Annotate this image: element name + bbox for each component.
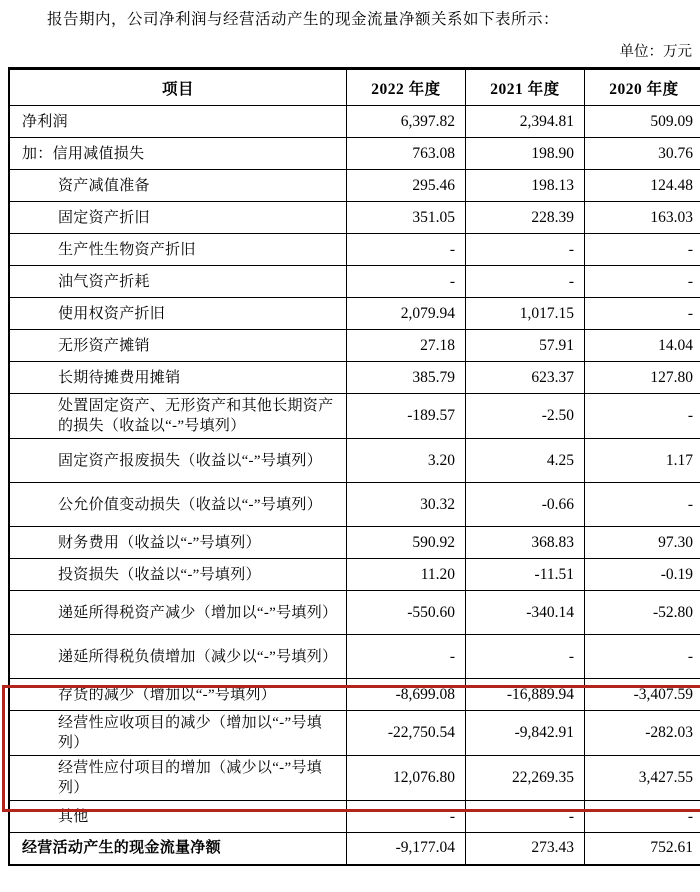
row-value: 590.92 xyxy=(347,527,466,559)
row-label: 公允价值变动损失（收益以“-”号填列） xyxy=(9,483,347,527)
table-row xyxy=(9,756,700,801)
row-label: 净利润 xyxy=(9,106,347,138)
table-row xyxy=(9,106,700,138)
row-value: - xyxy=(466,266,585,298)
table-body xyxy=(9,106,700,865)
table-row xyxy=(9,138,700,170)
row-value: - xyxy=(347,234,466,266)
row-value: 509.09 xyxy=(585,106,700,138)
row-value: 57.91 xyxy=(466,330,585,362)
table-row xyxy=(9,439,700,483)
row-value: 228.39 xyxy=(466,202,585,234)
row-value: 2,079.94 xyxy=(347,298,466,330)
table-row xyxy=(9,559,700,591)
table-row xyxy=(9,330,700,362)
row-value: 127.80 xyxy=(585,362,700,394)
row-value: 4.25 xyxy=(466,439,585,483)
row-label: 生产性生物资产折旧 xyxy=(9,234,347,266)
row-value: -22,750.54 xyxy=(347,711,466,756)
table-head xyxy=(9,69,700,106)
intro-paragraph: 报告期内，公司净利润与经营活动产生的现金流量净额关系如下表所示： xyxy=(8,9,692,30)
row-value: 163.03 xyxy=(585,202,700,234)
row-value: 30.32 xyxy=(347,483,466,527)
row-label: 长期待摊费用摊销 xyxy=(9,362,347,394)
row-value: -282.03 xyxy=(585,711,700,756)
row-label: 加：信用减值损失 xyxy=(9,138,347,170)
row-value: -340.14 xyxy=(466,591,585,635)
header-row xyxy=(9,69,700,106)
row-label: 财务费用（收益以“-”号填列） xyxy=(9,527,347,559)
row-value: - xyxy=(347,801,466,833)
table-row xyxy=(9,833,700,865)
row-label: 投资损失（收益以“-”号填列） xyxy=(9,559,347,591)
row-label: 其他 xyxy=(9,801,347,833)
row-value: -0.66 xyxy=(466,483,585,527)
document-page xyxy=(0,9,700,866)
row-value: -3,407.59 xyxy=(585,679,700,711)
row-value: 3,427.55 xyxy=(585,756,700,801)
table-row xyxy=(9,635,700,679)
row-value: 12,076.80 xyxy=(347,756,466,801)
table-row xyxy=(9,170,700,202)
row-value: 14.04 xyxy=(585,330,700,362)
row-value: 385.79 xyxy=(347,362,466,394)
row-value: - xyxy=(585,266,700,298)
table-row xyxy=(9,483,700,527)
row-label: 经营活动产生的现金流量净额 xyxy=(9,833,347,865)
table-row xyxy=(9,801,700,833)
row-value: -9,177.04 xyxy=(347,833,466,865)
row-value: 198.13 xyxy=(466,170,585,202)
table-row xyxy=(9,527,700,559)
row-value: 198.90 xyxy=(466,138,585,170)
column-header-item: 项目 xyxy=(9,69,347,106)
column-header-2022: 2022 年度 xyxy=(347,69,466,106)
row-value: 763.08 xyxy=(347,138,466,170)
row-value: -189.57 xyxy=(347,394,466,439)
row-label: 处置固定资产、无形资产和其他长期资产的损失（收益以“-”号填列） xyxy=(9,394,347,439)
row-value: - xyxy=(466,801,585,833)
row-value: - xyxy=(585,801,700,833)
row-value: 6,397.82 xyxy=(347,106,466,138)
row-label: 资产减值准备 xyxy=(9,170,347,202)
row-value: 273.43 xyxy=(466,833,585,865)
row-label: 使用权资产折旧 xyxy=(9,298,347,330)
row-value: 30.76 xyxy=(585,138,700,170)
row-value: - xyxy=(347,635,466,679)
row-value: -550.60 xyxy=(347,591,466,635)
row-value: - xyxy=(347,266,466,298)
row-value: 3.20 xyxy=(347,439,466,483)
row-value: 1,017.15 xyxy=(466,298,585,330)
column-header-2020: 2020 年度 xyxy=(585,69,700,106)
row-label: 经营性应收项目的减少（增加以“-”号填列） xyxy=(9,711,347,756)
table-row xyxy=(9,679,700,711)
row-value: -0.19 xyxy=(585,559,700,591)
row-value: 623.37 xyxy=(466,362,585,394)
unit-label: 单位：万元 xyxy=(8,40,692,61)
row-value: 295.46 xyxy=(347,170,466,202)
row-value: 1.17 xyxy=(585,439,700,483)
row-label: 递延所得税负债增加（减少以“-”号填列） xyxy=(9,635,347,679)
column-header-2021: 2021 年度 xyxy=(466,69,585,106)
row-label: 经营性应付项目的增加（减少以“-”号填列） xyxy=(9,756,347,801)
row-value: - xyxy=(466,234,585,266)
row-value: -16,889.94 xyxy=(466,679,585,711)
row-value: 11.20 xyxy=(347,559,466,591)
row-value: -11.51 xyxy=(466,559,585,591)
row-value: -8,699.08 xyxy=(347,679,466,711)
row-value: 351.05 xyxy=(347,202,466,234)
table-row xyxy=(9,394,700,439)
row-label: 油气资产折耗 xyxy=(9,266,347,298)
row-label: 无形资产摊销 xyxy=(9,330,347,362)
table-row xyxy=(9,711,700,756)
row-value: 368.83 xyxy=(466,527,585,559)
table-row xyxy=(9,202,700,234)
table-row xyxy=(9,266,700,298)
row-label: 固定资产折旧 xyxy=(9,202,347,234)
row-value: 752.61 xyxy=(585,833,700,865)
row-label: 递延所得税资产减少（增加以“-”号填列） xyxy=(9,591,347,635)
table-row xyxy=(9,591,700,635)
row-value: - xyxy=(585,234,700,266)
table-row xyxy=(9,234,700,266)
row-value: -52.80 xyxy=(585,591,700,635)
row-value: - xyxy=(585,483,700,527)
row-value: - xyxy=(585,635,700,679)
row-value: -2.50 xyxy=(466,394,585,439)
row-value: 22,269.35 xyxy=(466,756,585,801)
cashflow-table xyxy=(8,67,700,866)
row-value: 97.30 xyxy=(585,527,700,559)
table-row xyxy=(9,298,700,330)
row-label: 固定资产报废损失（收益以“-”号填列） xyxy=(9,439,347,483)
row-value: 124.48 xyxy=(585,170,700,202)
row-value: -9,842.91 xyxy=(466,711,585,756)
row-value: - xyxy=(585,298,700,330)
row-value: 2,394.81 xyxy=(466,106,585,138)
table-row xyxy=(9,362,700,394)
row-value: 27.18 xyxy=(347,330,466,362)
row-value: - xyxy=(585,394,700,439)
row-value: - xyxy=(466,635,585,679)
row-label: 存货的减少（增加以“-”号填列） xyxy=(9,679,347,711)
